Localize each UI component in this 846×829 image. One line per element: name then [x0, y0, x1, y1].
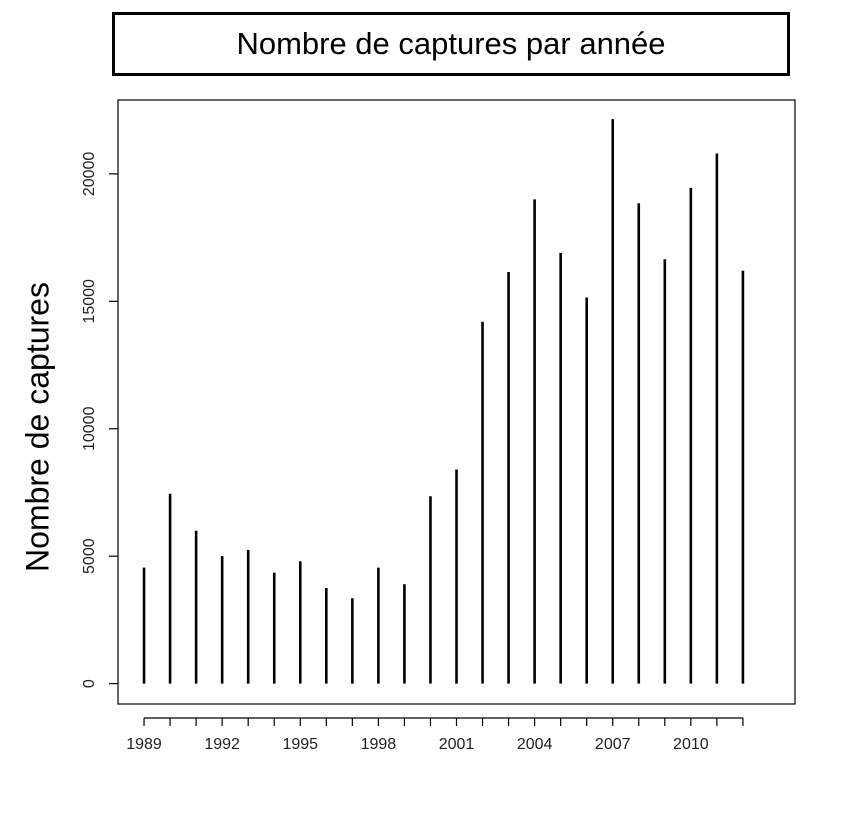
x-tick-label: 1998	[360, 736, 397, 753]
x-tick-label: 1995	[282, 736, 319, 753]
y-tick-label: 10000	[81, 406, 98, 452]
x-tick-label: 1989	[126, 736, 162, 753]
x-tick-label: 2007	[594, 736, 631, 753]
y-tick-label: 5000	[81, 538, 98, 574]
y-axis-label: Nombre de captures	[19, 282, 56, 572]
y-tick-label: 0	[81, 679, 98, 689]
chart-title: Nombre de captures par année	[112, 12, 790, 76]
x-tick-label: 2004	[516, 736, 553, 753]
x-tick-label: 2001	[438, 736, 475, 753]
x-tick-label: 1992	[204, 736, 240, 753]
y-tick-label: 20000	[81, 151, 98, 197]
y-tick-label: 15000	[81, 279, 98, 324]
x-tick-label: 2010	[673, 736, 709, 753]
